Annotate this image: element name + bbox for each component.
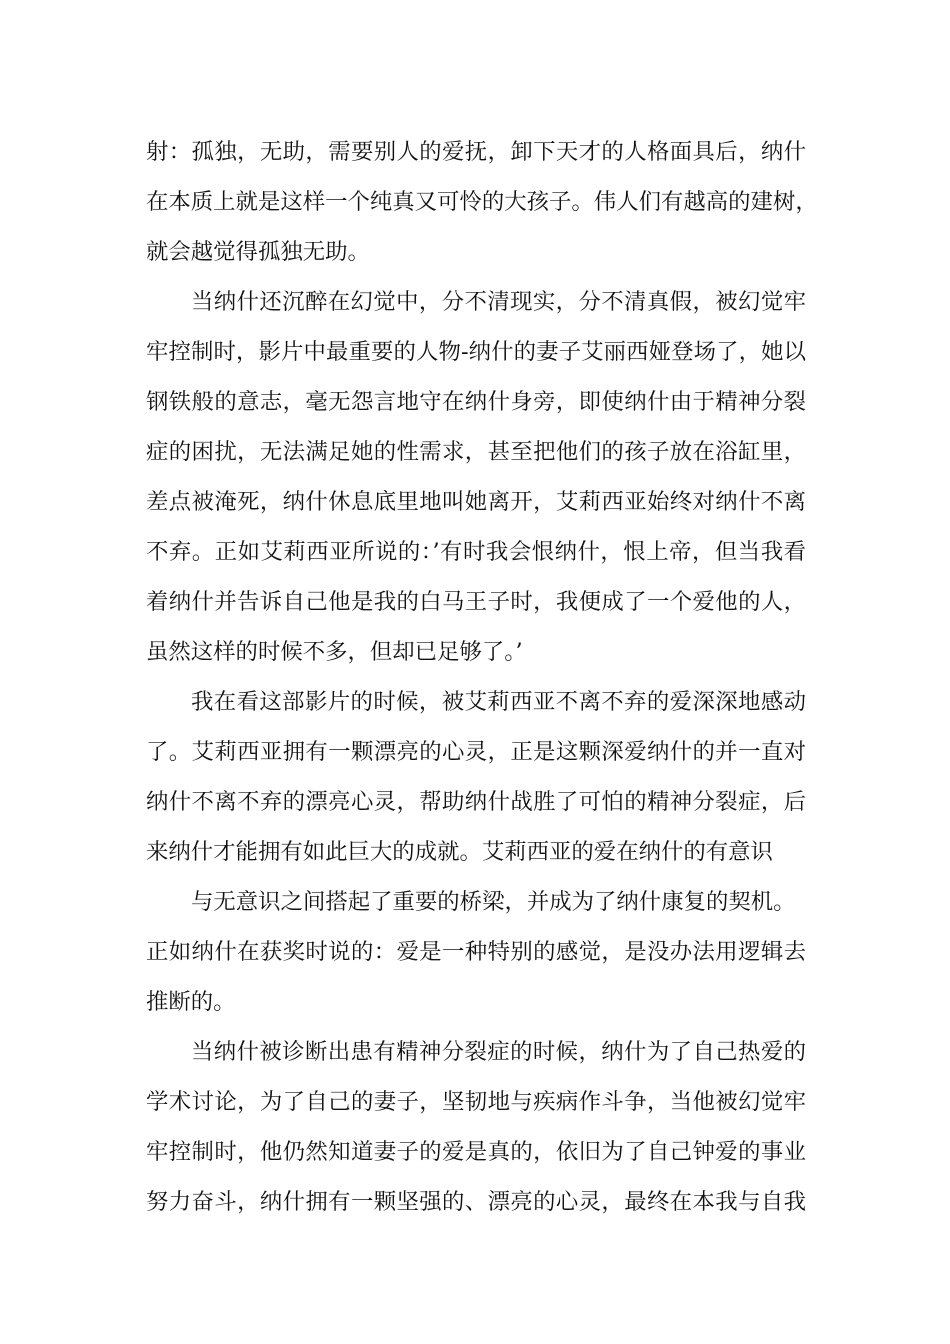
text-line: 虽然这样的时候不多，但却已足够了。’ <box>146 639 523 665</box>
paragraph-first-line: 当纳什被诊断出患有精神分裂症的时候，纳什为了自己热爱的 <box>191 1039 806 1065</box>
paragraph-first-line: 我在看这部影片的时候，被艾莉西亚不离不弃的爱深深地感动 <box>191 689 806 715</box>
text-line: 推断的。 <box>146 989 236 1015</box>
text-line: 学术讨论，为了自己的妻子，坚韧地与疾病作斗争，当他被幻觉牢 <box>146 1089 806 1115</box>
text-line: 牢控制时，他仍然知道妻子的爱是真的，依旧为了自己钟爱的事业 <box>146 1139 806 1165</box>
text-line: 着纳什并告诉自己他是我的白马王子时，我便成了一个爱他的人， <box>146 589 806 615</box>
text-line: 牢控制时，影片中最重要的人物-纳什的妻子艾丽西娅登场了，她以 <box>146 339 806 365</box>
text-line: 正如纳什在获奖时说的：爱是一种特别的感觉，是没办法用逻辑去 <box>146 939 806 965</box>
text-line: 不弃。正如艾莉西亚所说的：’有时我会恨纳什，恨上帝，但当我看 <box>146 539 806 565</box>
text-line: 钢铁般的意志，毫无怨言地守在纳什身旁，即使纳什由于精神分裂 <box>146 389 806 415</box>
text-line: 差点被淹死，纳什休息底里地叫她离开，艾莉西亚始终对纳什不离 <box>146 489 806 515</box>
paragraph-first-line: 当纳什还沉醉在幻觉中，分不清现实，分不清真假，被幻觉牢 <box>191 289 806 315</box>
text-line: 努力奋斗，纳什拥有一颗坚强的、漂亮的心灵，最终在本我与自我 <box>146 1189 806 1215</box>
text-line: 射：孤独，无助，需要别人的爱抚，卸下天才的人格面具后，纳什 <box>146 139 806 165</box>
text-line: 了。艾莉西亚拥有一颗漂亮的心灵，正是这颗深爱纳什的并一直对 <box>146 739 806 765</box>
text-line: 就会越觉得孤独无助。 <box>146 239 370 265</box>
text-line: 来纳什才能拥有如此巨大的成就。艾莉西亚的爱在纳什的有意识 <box>146 839 773 865</box>
text-line: 症的困扰，无法满足她的性需求，甚至把他们的孩子放在浴缸里， <box>146 439 806 465</box>
text-line: 在本质上就是这样一个纯真又可怜的大孩子。伟人们有越高的建树， <box>146 189 818 215</box>
text-line: 纳什不离不弃的漂亮心灵，帮助纳什战胜了可怕的精神分裂症，后 <box>146 789 806 815</box>
paragraph-first-line: 与无意识之间搭起了重要的桥梁，并成为了纳什康复的契机。 <box>191 889 796 915</box>
